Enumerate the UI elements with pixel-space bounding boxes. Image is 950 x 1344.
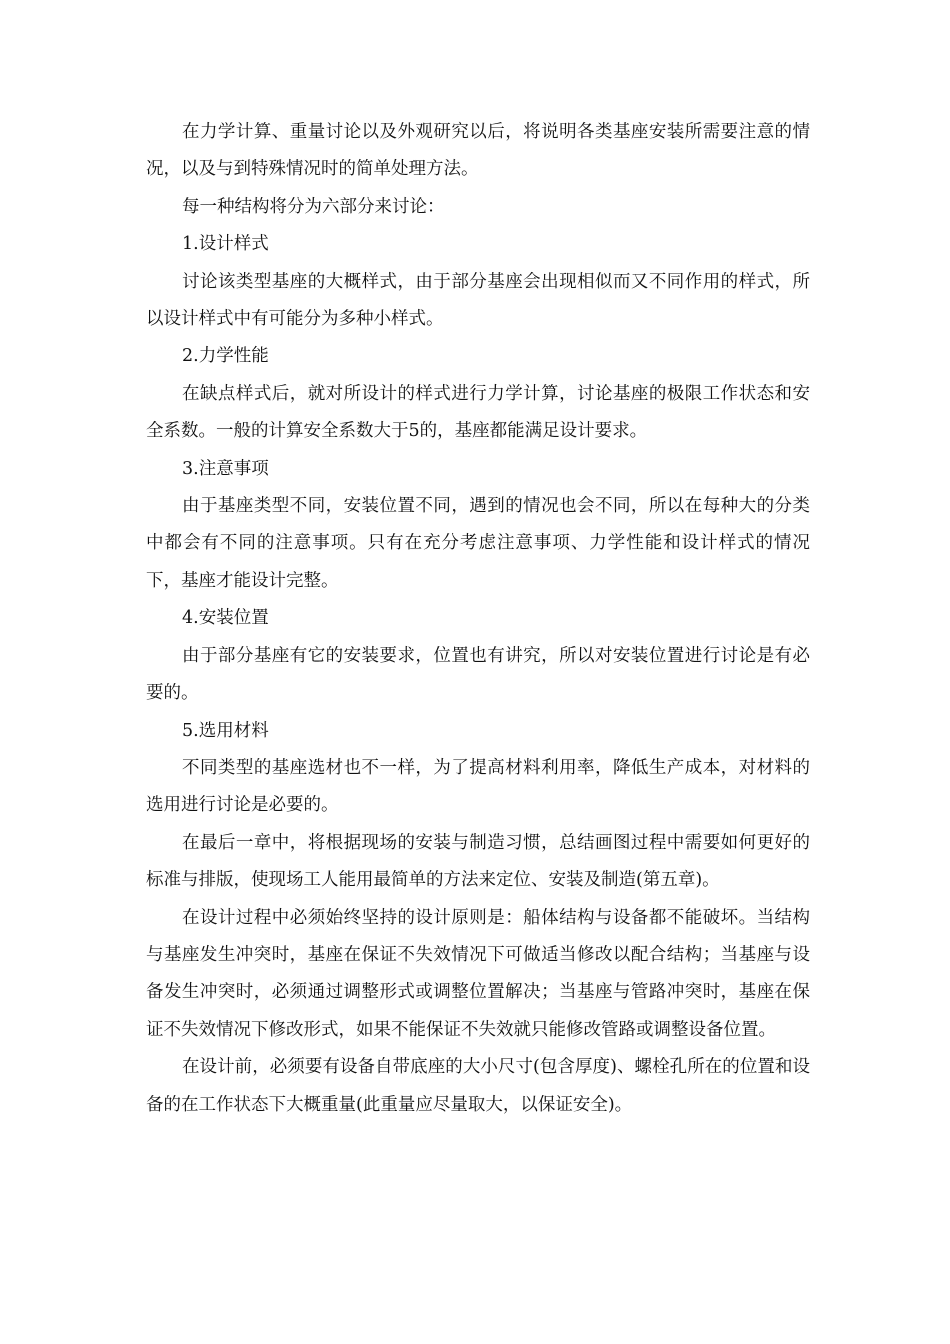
pre-design-requirements-paragraph: 在设计前，必须要有设备自带底座的大小尺寸(包含厚度)、螺栓孔所在的位置和设备的在工作状态下大概重量(此重量应尽量取大，以保证安全)。 <box>146 1057 810 1115</box>
materials-paragraph: 不同类型的基座选材也不一样，为了提高材料利用率，降低生产成本，对材料的选用进行讨论是必要的。 <box>146 757 810 816</box>
document-page <box>146 114 810 1124</box>
notes-paragraph: 由于基座类型不同，安装位置不同，遇到的情况也会不同，所以在每种大的分类中都会有不同的注意事项。只有在充分考虑注意事项、力学性能和设计样式的情况下，基座才能设计完整。 <box>146 496 810 591</box>
intro-paragraph: 在力学计算、重量讨论以及外观研究以后，将说明各类基座安装所需要注意的情况，以及与到特殊情况时的简单处理方法。 <box>146 122 810 180</box>
final-chapter-paragraph: 在最后一章中，将根据现场的安装与制造习惯，总结画图过程中需要如何更好的标准与排版，使现场工人能用最简单的方法来定位、安装及制造(第五章)。 <box>146 832 810 891</box>
section-heading-design-style: 1.设计样式 <box>182 234 269 255</box>
section-heading-mechanical-performance: 2.力学性能 <box>182 346 269 367</box>
section-heading-installation-position: 4.安装位置 <box>182 608 269 629</box>
section-heading-notes: 3.注意事项 <box>182 458 269 479</box>
structure-overview-paragraph: 每一种结构将分为六部分来讨论： <box>182 196 445 217</box>
mechanical-performance-paragraph: 在缺点样式后，就对所设计的样式进行力学计算，讨论基座的极限工作状态和安全系数。一般的计算安全系数大于5的，基座都能满足设计要求。 <box>146 383 810 442</box>
design-principle-paragraph: 在设计过程中必须始终坚持的设计原则是：船体结构与设备都不能破坏。当结构与基座发生冲突时，基座在保证不失效情况下可做适当修改以配合结构；当基座与设备发生冲突时，必须通过调整形式或调整位置解决；当基座与管路冲突时，基座在保证不失效情况下修改形式，如果不能保证不失效就只能修改管路或调整设备位置。 <box>146 907 810 1040</box>
design-style-paragraph: 讨论该类型基座的大概样式，由于部分基座会出现相似而又不同作用的样式，所以设计样式中有可能分为多种小样式。 <box>146 271 810 330</box>
section-heading-materials: 5.选用材料 <box>182 720 269 741</box>
installation-position-paragraph: 由于部分基座有它的安装要求，位置也有讲究，所以对安装位置进行讨论是有必要的。 <box>146 645 810 704</box>
